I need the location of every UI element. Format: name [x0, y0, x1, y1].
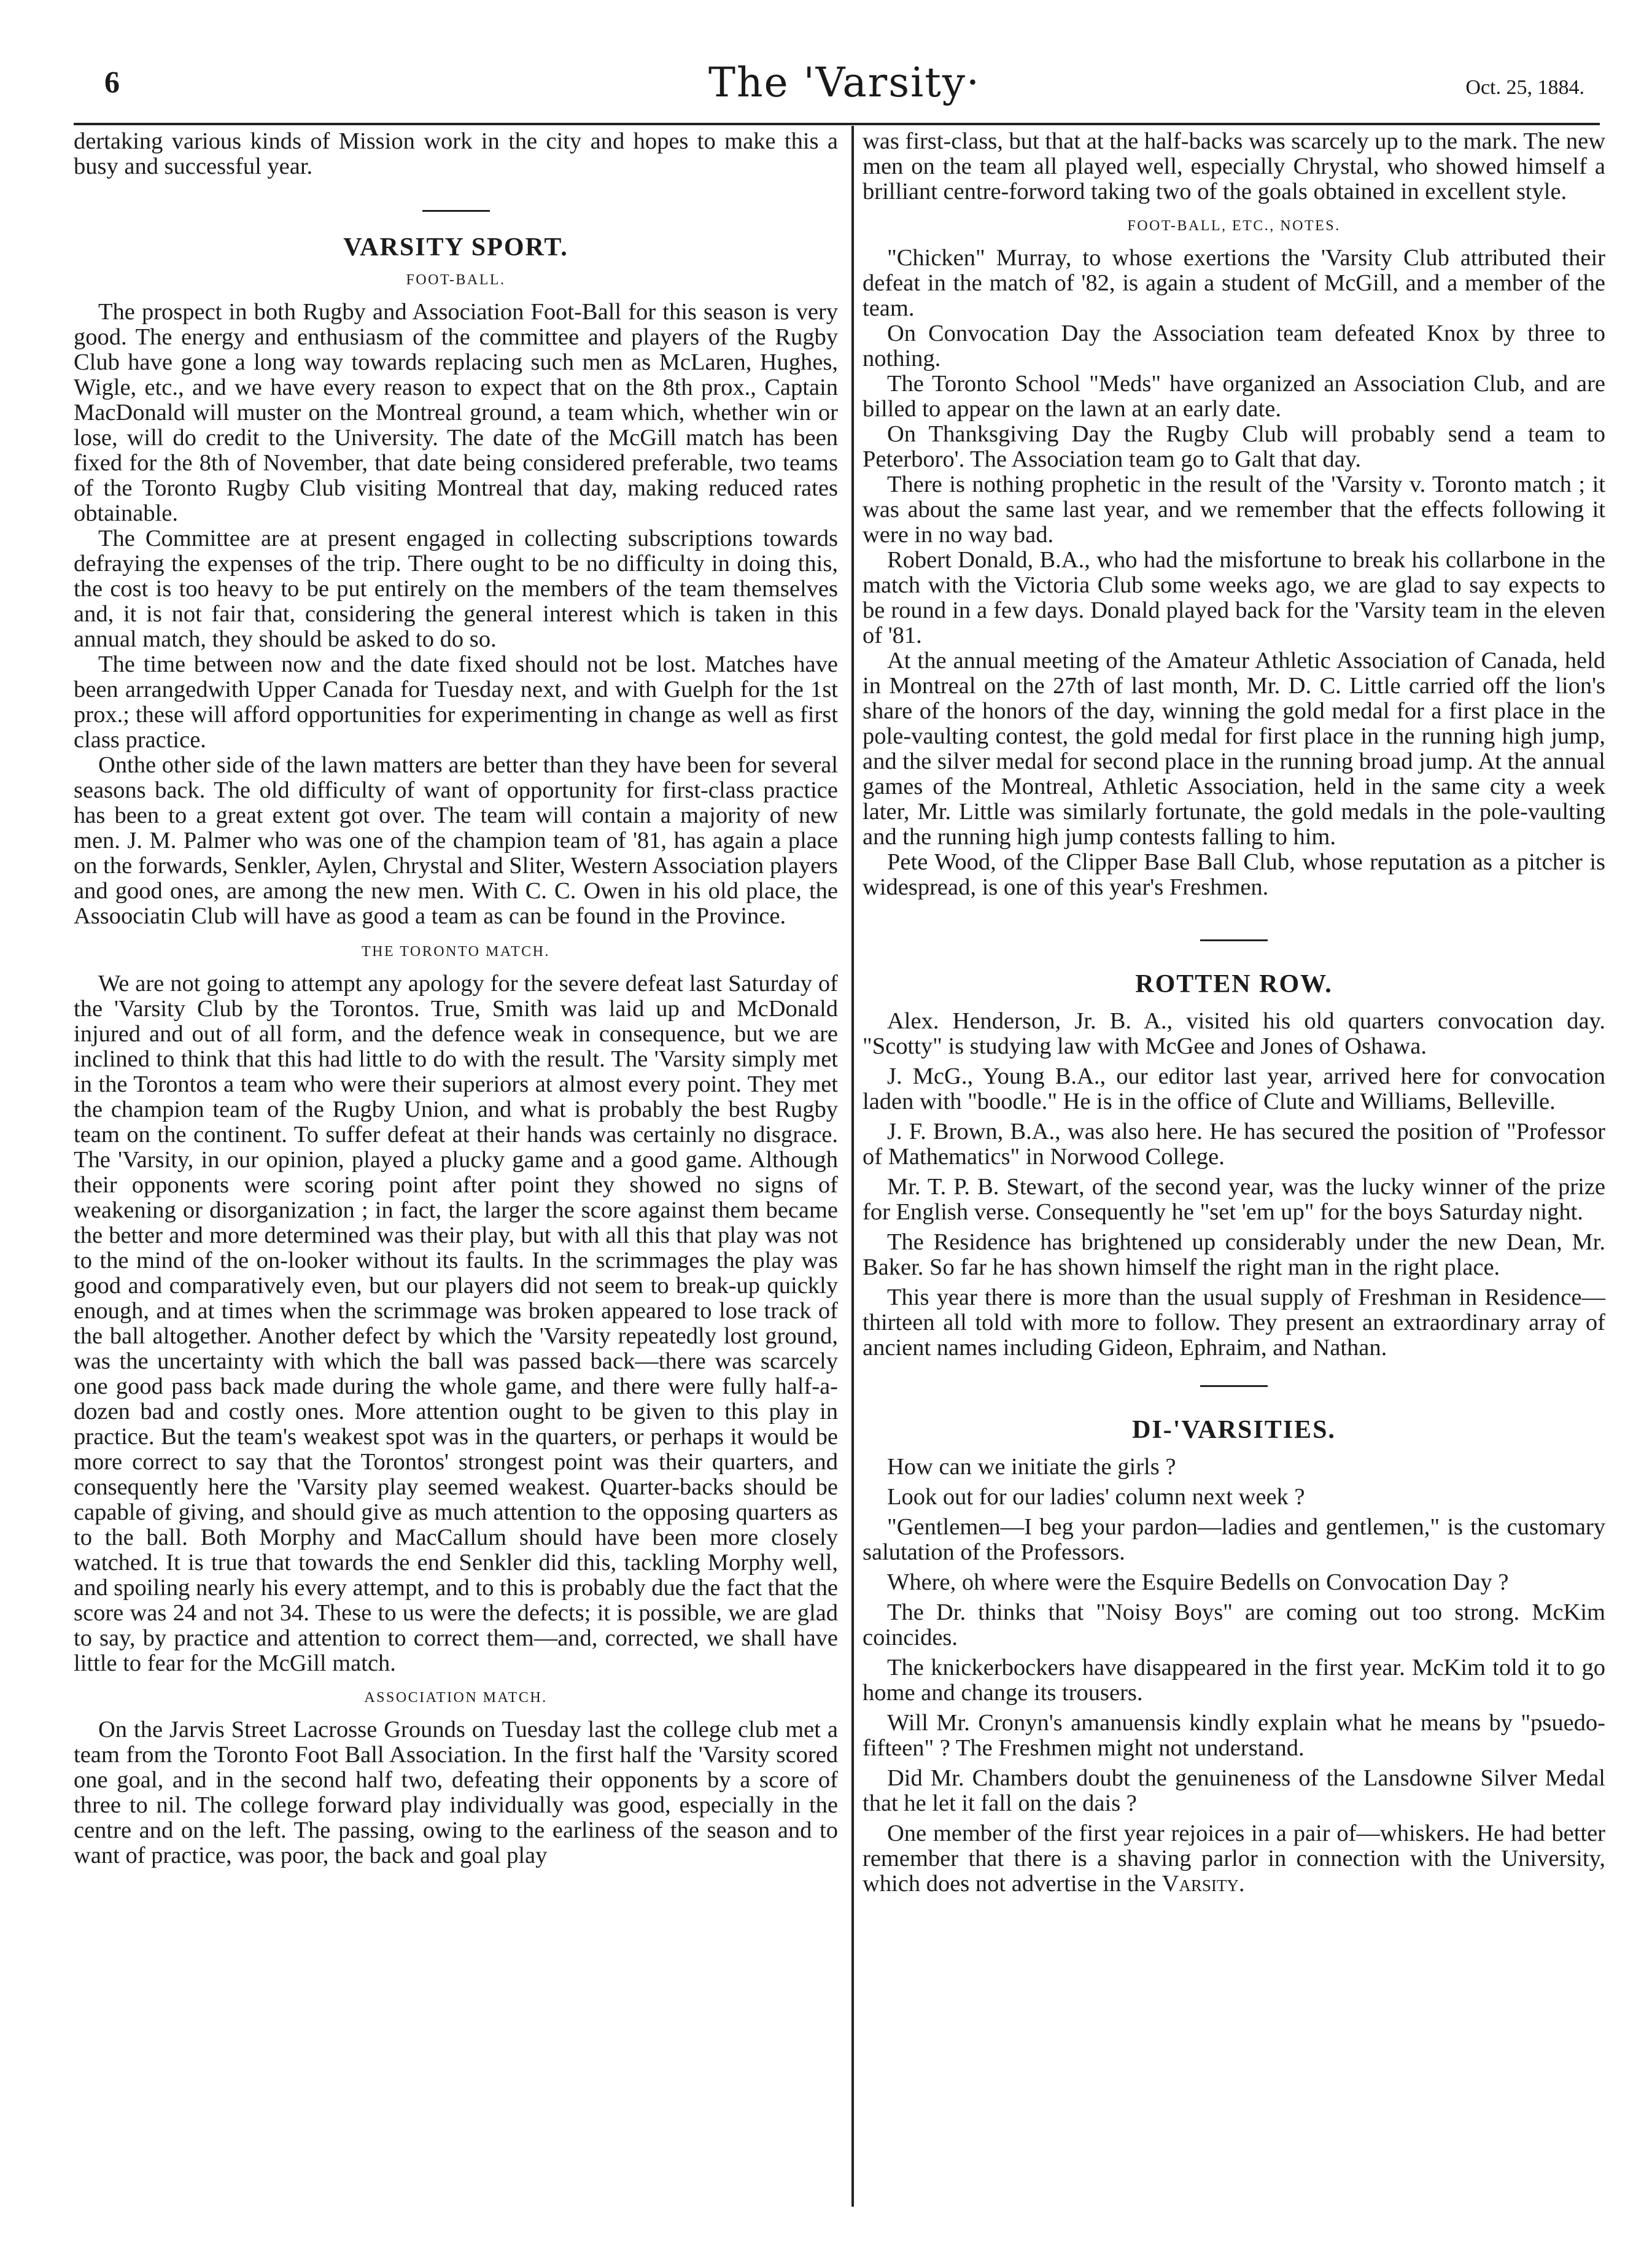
left-column: [74, 129, 838, 1868]
di-varsities-item: "Gentlemen—I beg your pardon—ladies and gentlemen," is the customary salutation of the Professors.: [863, 1514, 1605, 1565]
rotten-row-title: ROTTEN ROW.: [1135, 970, 1333, 998]
section-rule: [1200, 939, 1268, 941]
football-paragraph: Onthe other side of the lawn matters are better than they have been for several seasons back. The old difficulty of want of opportunity for first-class practice has been to a great extent got over. The team will contain a majority of new men. J. M. Palmer who was one of the champion team of '81, has again a place on the forwards, Senkler, Aylen, Chrystal and Sliter, Western Association players and good ones, are among the new men. With C. C. Owen in his old place, the Assoociatin Club will have as good a team as can be found in the Province.: [74, 752, 838, 929]
rotten-row-item: J. McG., Young B.A., our editor last year, arrived here for convocation laden with "boodle." He is in the office of Clute and Williams, Belleville.: [863, 1063, 1605, 1114]
di-varsities-item: How can we initiate the girls ?: [887, 1454, 1176, 1480]
rotten-row-item: Mr. T. P. B. Stewart, of the second year, was the lucky winner of the prize for English verse. Consequently he "set 'em up" for the boys Saturday night.: [863, 1174, 1605, 1225]
di-varsities-section: [863, 1455, 1605, 1897]
rotten-row-item: J. F. Brown, B.A., was also here. He has secured the position of "Professor of Mathematics" in Norwood College.: [863, 1119, 1605, 1170]
football-subhead: FOOT-BALL.: [406, 272, 506, 288]
di-varsities-item: The knickerbockers have disappeared in the first year. McKim told it to go home and change its trousers.: [863, 1655, 1605, 1706]
association-match-article: [74, 1717, 838, 1868]
toronto-paragraph: We are not going to attempt any apology for the severe defeat last Saturday of the 'Varsity Club by the Torontos. True, Smith was laid up and McDonald injured and out of all form, and the defence weak in consequence, but we are inclined to think that this had little to do with the result. The 'Varsity simply met in the Torontos a team who were their superiors at almost every point. They met the champion team of the Rugby Union, and what is probably the best Rugby team on the continent. To suffer defeat at their hands was certainly no disgrace. The 'Varsity, in our opinion, played a plucky game and a good game. Although their opponents were scoring point after point they showed no signs of weakening or disorganization ; in fact, the larger the score against them became the better and more determined was their play, but with all this that play was not to the mind of the on-looker without its faults. In the scrimmages the play was good and comparatively even, but our players did not seem to break-up quickly enough, and at times when the scrimmage was broken appeared to lose track of the ball altogether. Another defect by which the 'Varsity repeatedly lost ground, was the uncertainty with which the ball was passed back—there was scarcely one good pass back made during the whole game, and there were fully half-a-dozen bad and costly ones. More attention ought to be given to this play in practice. But the team's weakest spot was in the quarters, or perhaps it would be more correct to say that the Torontos' strongest point was their quarters, and consequently here the 'Varsity play seemed weakest. Quarter-backs should be capable of giving, and should give as much attention to the opposing quarters as to the ball. Both Morphy and MacCallum should have been more closely watched. It is true that towards the end Senkler did this, tackling Morphy well, and spoiling nearly his every attempt, and to this is probably due the fact that the score was 24 and not 34. These to us were the defects; it is possible, we are glad to say, by practice and attention to correct them—and, corrected, we shall have little to fear for the McGill match.: [74, 971, 838, 1676]
notes-paragraph: There is nothing prophetic in the result of the 'Varsity v. Toronto match ; it was about the same last year, and we remember that the effects following it were in no way bad.: [863, 472, 1605, 548]
di-varsities-item: Will Mr. Cronyn's amanuensis kindly explain what he means by "psuedo-fifteen" ? The Freshmen might not understand.: [863, 1710, 1605, 1761]
notes-paragraph: At the annual meeting of the Amateur Athletic Association of Canada, held in Montreal on the 27th of last month, Mr. D. C. Little carried off the lion's share of the honors of the day, winning the gold medal for a first place in the pole-vaulting contest, the gold medal for first place in the running high jump, and the silver medal for second place in the running broad jump. At the annual games of the Montreal, Athletic Association, held in the same city a week later, Mr. Little was similarly fortunate, the gold medals in the pole-vaulting and the running high jump contests falling to him.: [863, 648, 1605, 850]
column-divider: [851, 126, 854, 2207]
di-varsities-title: DI-'VARSITIES.: [1132, 1416, 1336, 1444]
masthead-title: The 'Varsity·: [708, 59, 980, 106]
notes-paragraph: "Chicken" Murray, to whose exertions the 'Varsity Club attributed their defeat in the match of '82, is again a student of McGill, and a member of the team.: [863, 245, 1605, 321]
section-rule: [422, 210, 490, 212]
toronto-match-subhead: THE TORONTO MATCH.: [361, 944, 551, 960]
rotten-row-item: The Residence has brightened up considerably under the new Dean, Mr. Baker. So far he has shown himself the right man in the right place.: [863, 1229, 1605, 1280]
rotten-row-section: [863, 1009, 1605, 1361]
notes-paragraph: On Thanksgiving Day the Rugby Club will probably send a team to Peterboro'. The Association team go to Galt that day.: [863, 421, 1605, 472]
page-number: 6: [104, 64, 120, 99]
football-article: [74, 300, 838, 929]
di-varsities-item: The Dr. thinks that "Noisy Boys" are coming out too strong. McKim coincides.: [863, 1599, 1605, 1650]
rotten-row-item: This year there is more than the usual supply of Freshman in Residence—thirteen all told with more to follow. They present an extraordinary array of ancient names including Gideon, Ephraim, and Nathan.: [863, 1284, 1605, 1361]
varsity-name: Varsity.: [1161, 1871, 1245, 1897]
mission-intro: dertaking various kinds of Mission work in the city and hopes to make this a busy and successful year.: [74, 128, 838, 179]
football-paragraph: The prospect in both Rugby and Association Foot-Ball for this season is very good. The energy and enthusiasm of the committee and players of the Rugby Club have gone a long way towards replacing such men as McLaren, Hughes, Wigle, etc., and we have every reason to expect that on the 8th prox., Captain MacDonald will muster on the Montreal ground, a team which, whether win or lose, will do credit to the University. The date of the McGill match has been fixed for the 8th of November, that date being considered preferable, two teams of the Toronto Rugby Club visiting Montreal that day, making reduced rates obtainable.: [74, 299, 838, 526]
football-paragraph: The Committee are at present engaged in collecting subscriptions towards defraying the expenses of the trip. There ought to be no difficulty in doing this, the cost is too heavy to be put entirely on the members of the team themselves and, it is not fair that, considering the general interest which is taken in this annual match, they should be asked to do so.: [74, 526, 838, 652]
issue-date: Oct. 25, 1884.: [1465, 76, 1584, 99]
notes-paragraph: Robert Donald, B.A., who had the misfortune to break his collarbone in the match with the Victoria Club some weeks ago, we are glad to say expects to be round in a few days. Donald played back for the 'Varsity team in the eleven of '81.: [863, 547, 1605, 648]
varsity-sport-title: VARSITY SPORT.: [343, 233, 568, 262]
notes-paragraph: Pete Wood, of the Clipper Base Ball Club, whose reputation as a pitcher is widespread, is one of this year's Freshmen.: [863, 849, 1605, 900]
di-varsities-last-text: One member of the first year rejoices in a pair of—whiskers. He had better remember that there is a shaving parlor in connection with the University, which does not advertise in the: [863, 1820, 1605, 1897]
page-header: [98, 59, 1591, 114]
header-rule: [74, 123, 1600, 125]
football-paragraph: The time between now and the date fixed should not be lost. Matches have been arrangedwith Upper Canada for Tuesday next, and with Guelph for the 1st prox.; these will afford opportunities for experimenting in change as well as first class practice.: [74, 651, 838, 753]
notes-paragraph: The Toronto School "Meds" have organized an Association Club, and are billed to appear on the lawn at an early date.: [863, 371, 1605, 422]
section-rule: [1200, 1385, 1268, 1387]
association-paragraph: On the Jarvis Street Lacrosse Grounds on Tuesday last the college club met a team from the Toronto Foot Ball Association. In the first half the 'Varsity scored one goal, and in the second half two, defeating their opponents by a score of three to nil. The college forward play individually was good, especially in the centre and on the left. The passing, owing to the earliness of the season and to want of practice, was poor, the back and goal play: [74, 1717, 838, 1868]
notes-paragraph: On Convocation Day the Association team defeated Knox by three to nothing.: [863, 321, 1605, 371]
association-continuation: was first-class, but that at the half-backs was scarcely up to the mark. The new men on the team all played well, especially Chrystal, who showed himself a brilliant centre-forword taking two of the goals obtained in excellent style.: [863, 128, 1605, 204]
association-match-subhead: ASSOCIATION MATCH.: [364, 1690, 548, 1706]
di-varsities-item: Where, oh where were the Esquire Bedells on Convocation Day ?: [887, 1569, 1509, 1595]
rotten-row-item: Alex. Henderson, Jr. B. A., visited his old quarters convocation day. "Scotty" is studying law with McGee and Jones of Oshawa.: [863, 1008, 1605, 1059]
di-varsities-item-last: [863, 1821, 1605, 1897]
toronto-match-article: [74, 971, 838, 1676]
di-varsities-item: Did Mr. Chambers doubt the genuineness of the Lansdowne Silver Medal that he let it fall on the dais ?: [863, 1765, 1605, 1816]
football-notes: [863, 246, 1605, 900]
right-column: [863, 129, 1605, 1897]
notes-subhead: FOOT-BALL, ETC., NOTES.: [1127, 218, 1341, 234]
di-varsities-item: Look out for our ladies' column next week ?: [887, 1484, 1305, 1510]
